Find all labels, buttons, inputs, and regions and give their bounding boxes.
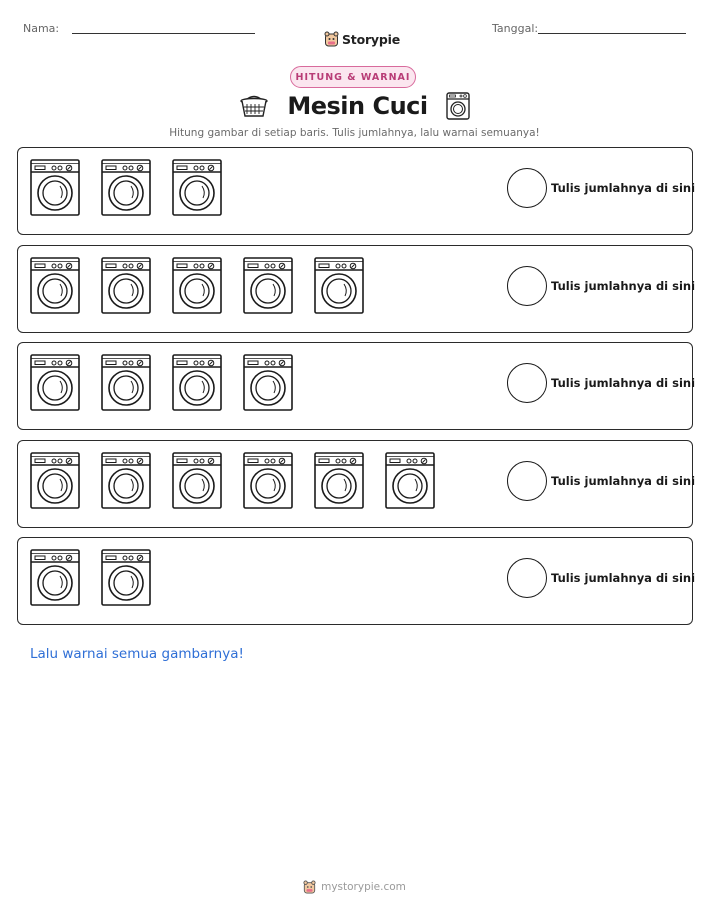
storypie-mascot-icon (303, 880, 316, 894)
washing-machine-icon (30, 159, 80, 216)
name-label: Nama: (23, 22, 60, 35)
counting-row (17, 147, 696, 235)
counting-row (17, 440, 696, 528)
laundry-basket-icon (239, 94, 269, 118)
washing-machine-icon (314, 257, 364, 314)
washing-machine-icon (172, 257, 222, 314)
machine-group (30, 452, 435, 509)
washing-machine-icon (314, 452, 364, 509)
answer-prompt: Tulis jumlahnya di sini (551, 278, 696, 293)
machine-group (30, 549, 151, 606)
washing-machine-icon (243, 257, 293, 314)
footer-url[interactable]: mystorypie.com (321, 881, 406, 893)
counting-row (17, 342, 696, 430)
counting-rows (17, 147, 696, 635)
washing-machine-icon (172, 159, 222, 216)
washing-machine-icon (243, 452, 293, 509)
answer-circle[interactable] (507, 266, 547, 306)
worksheet-header (0, 18, 709, 47)
title-row (0, 92, 709, 120)
answer-circle[interactable] (507, 363, 547, 403)
washing-machine-icon (30, 354, 80, 411)
washing-machine-icon (101, 452, 151, 509)
answer-circle[interactable] (507, 168, 547, 208)
washing-machine-icon (172, 452, 222, 509)
footer-brand (0, 880, 709, 894)
coloring-instruction: Lalu warnai semua gambarnya! (30, 646, 244, 662)
storypie-logo (324, 31, 400, 47)
category-badge: HITUNG & WARNAI (290, 66, 416, 88)
washing-machine-icon (101, 549, 151, 606)
page-title: Mesin Cuci (287, 92, 428, 120)
washing-machine-icon (101, 354, 151, 411)
machine-group (30, 159, 222, 216)
washing-machine-icon (101, 257, 151, 314)
washing-machine-icon (243, 354, 293, 411)
machine-group (30, 257, 364, 314)
washing-machine-icon (30, 549, 80, 606)
answer-prompt: Tulis jumlahnya di sini (551, 571, 696, 585)
instructions: Hitung gambar di setiap baris. Tulis jumlahnya, lalu warnai semuanya! (169, 127, 540, 139)
machine-group (30, 354, 293, 411)
answer-circle[interactable] (507, 461, 547, 501)
washing-machine-icon (101, 159, 151, 216)
date-label: Tanggal: (492, 22, 539, 35)
washing-machine-icon (30, 452, 80, 509)
washing-machine-icon (30, 257, 80, 314)
name-field[interactable] (72, 33, 255, 34)
date-field[interactable] (538, 33, 686, 34)
brand-name: Storypie (342, 31, 400, 47)
storypie-mascot-icon (324, 31, 339, 47)
answer-circle[interactable] (507, 558, 547, 598)
counting-row (17, 537, 696, 625)
answer-prompt: Tulis jumlahnya di sini (551, 376, 696, 390)
washing-machine-icon (446, 92, 470, 120)
answer-prompt: Tulis jumlahnya di sini (551, 181, 696, 195)
answer-prompt: Tulis jumlahnya di sini (551, 473, 696, 488)
counting-row (17, 245, 696, 333)
washing-machine-icon (385, 452, 435, 509)
washing-machine-icon (172, 354, 222, 411)
